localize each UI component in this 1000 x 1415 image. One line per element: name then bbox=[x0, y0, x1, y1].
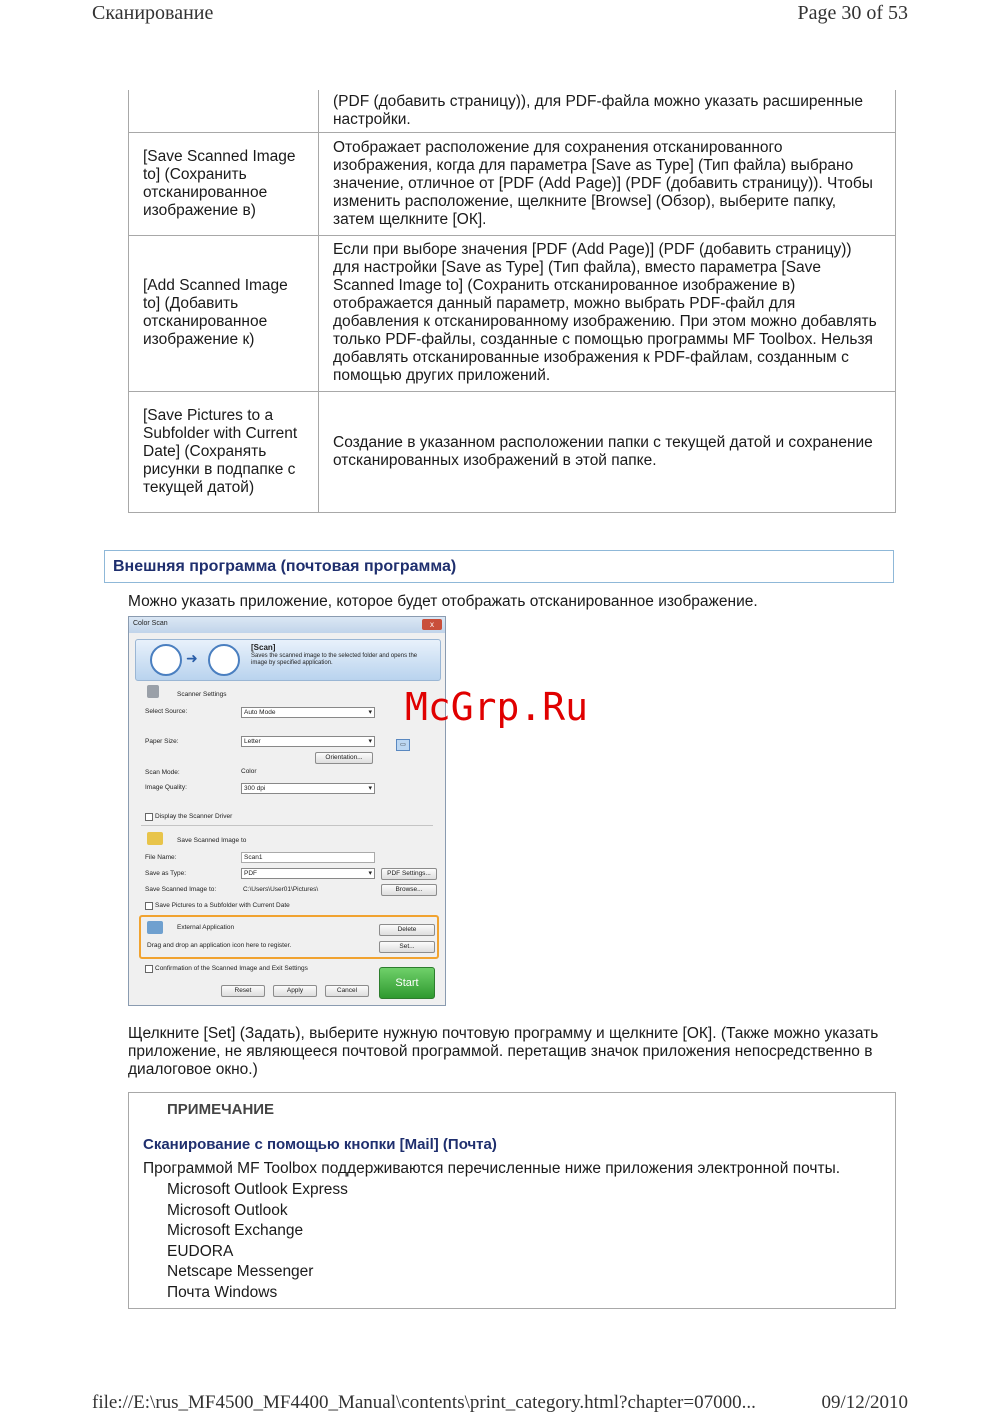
table-cell-desc: (PDF (добавить страницу)), для PDF-файла можно указать расширенные настройки. bbox=[319, 90, 896, 132]
select-source-combo[interactable]: Auto Mode ▾ bbox=[241, 707, 375, 718]
list-item: Microsoft Outlook Express bbox=[167, 1181, 348, 1198]
footer-file-path: file://E:\rus_MF4500_MF4400_Manual\contents\print_category.html?chapter=07000... bbox=[92, 1392, 756, 1413]
select-source-label: Select Source: bbox=[145, 708, 188, 715]
image-quality-combo[interactable]: 300 dpi ▾ bbox=[241, 783, 375, 794]
start-button[interactable]: Start bbox=[379, 967, 435, 999]
scanner-icon bbox=[150, 644, 182, 676]
confirmation-checkbox[interactable] bbox=[145, 965, 153, 973]
banner-title: [Scan] bbox=[251, 643, 276, 652]
subfolder-checkbox[interactable] bbox=[145, 902, 153, 910]
table-row bbox=[129, 235, 896, 391]
scan-mode-label: Scan Mode: bbox=[145, 769, 180, 776]
mail-app-list bbox=[167, 1180, 348, 1303]
file-name-label: File Name: bbox=[145, 854, 177, 861]
save-as-type-label: Save as Type: bbox=[145, 870, 187, 877]
save-to-path: C:\Users\User01\Pictures\ bbox=[243, 886, 319, 893]
cancel-button[interactable]: Cancel bbox=[325, 985, 369, 997]
list-item: Почта Windows bbox=[167, 1283, 278, 1301]
table-cell-desc: Если при выборе значения [PDF (Add Page)] (PDF (добавить страницу)) для настройки [Save as Type] (Тип файла), вместо параметра [Save Scanned Image to] (Сохранить отсканированное изображение в) отображается данный параметр, можно выбрать PDF-файл для добавления к отсканированному изображению. При этом можно добавлять только PDF-файлы, созданные с помощью программы MF Toolbox. Нельзя добавлять отсканированные изображения к PDF-файлам, созданным с помощью других приложений. bbox=[319, 235, 896, 391]
page-orientation-icon[interactable]: ▭ bbox=[396, 739, 410, 751]
table-cell-desc: Отображает расположение для сохранения отсканированного изображения, когда для параметра [Save as Type] (Тип файла) выбрано значение, отличное от [PDF (Add Page)] (PDF (добавить страницу)). Чтобы изменить расположение, щелкните [Browse] (Обзор), выберите папку, затем щелкните [ОК]. bbox=[319, 132, 896, 235]
scanner-settings-label: Scanner Settings bbox=[177, 691, 227, 698]
external-application-label: External Application bbox=[177, 924, 235, 931]
scan-mode-value: Color bbox=[241, 768, 257, 775]
footer-date: 09/12/2010 bbox=[821, 1392, 908, 1413]
table-cell-name: [Add Scanned Image to] (Добавить отсканированное изображение к) bbox=[129, 235, 319, 391]
save-scanned-image-heading: Save Scanned Image to bbox=[177, 837, 247, 844]
display-driver-label: Display the Scanner Driver bbox=[155, 813, 233, 820]
pdf-settings-button[interactable]: PDF Settings... bbox=[381, 868, 437, 880]
section-header bbox=[104, 550, 894, 583]
image-quality-label: Image Quality: bbox=[145, 784, 187, 791]
list-item: EUDORA bbox=[167, 1242, 234, 1260]
divider bbox=[141, 825, 433, 826]
apply-button[interactable]: Apply bbox=[273, 985, 317, 997]
note-label: ПРИМЕЧАНИЕ bbox=[167, 1101, 275, 1118]
confirmation-label: Confirmation of the Scanned Image and Exit Settings bbox=[155, 965, 308, 972]
arrow-right-icon: ➜ bbox=[186, 650, 198, 666]
table-cell-name: [Save Pictures to a Subfolder with Current Date] (Сохранять рисунки в подпапке с текущей датой) bbox=[129, 391, 319, 512]
table-row bbox=[129, 90, 896, 132]
banner-description: Saves the scanned image to the selected folder and opens the image by specified application. bbox=[251, 653, 418, 666]
table-cell-name: [Save Scanned Image to] (Сохранить отсканированное изображение в) bbox=[129, 132, 319, 235]
table-cell-name bbox=[129, 90, 319, 132]
table-row bbox=[129, 132, 896, 235]
instruction-paragraph: Щелкните [Set] (Задать), выберите нужную почтовую программу и щелкните [ОК]. (Также можно указать приложение, не являющееся почтовой программой. перетащив значок приложения непосредственно в диалоговое окно.) bbox=[128, 1025, 879, 1078]
reset-button[interactable]: Reset bbox=[221, 985, 265, 997]
color-scan-dialog-screenshot bbox=[128, 616, 446, 1006]
orientation-button[interactable]: Orientation... bbox=[315, 752, 373, 764]
page-header-title: Сканирование bbox=[92, 2, 214, 24]
list-item: Microsoft Outlook bbox=[167, 1201, 288, 1219]
table-row bbox=[129, 391, 896, 512]
drag-hint[interactable]: Drag and drop an application icon here to register. bbox=[147, 942, 292, 949]
watermark: McGrp.Ru bbox=[405, 685, 589, 729]
settings-table bbox=[128, 90, 896, 513]
paper-size-label: Paper Size: bbox=[145, 738, 179, 745]
save-to-label: Save Scanned Image to: bbox=[145, 886, 217, 893]
folder-image-icon bbox=[208, 644, 240, 676]
scanner-settings-icon bbox=[147, 685, 159, 698]
note-subtitle: Сканирование с помощью кнопки [Mail] (Почта) bbox=[143, 1136, 497, 1153]
note-text: Программой MF Toolbox поддерживаются перечисленные ниже приложения электронной почты. bbox=[143, 1160, 841, 1177]
section-intro: Можно указать приложение, которое будет отображать отсканированное изображение. bbox=[128, 593, 758, 610]
list-item: Netscape Messenger bbox=[167, 1263, 314, 1280]
page-number: Page 30 of 53 bbox=[797, 2, 908, 24]
table-cell-desc: Создание в указанном расположении папки с текущей датой и сохранение отсканированных изображений в этой папке. bbox=[319, 391, 896, 512]
note-box bbox=[128, 1092, 896, 1309]
close-icon[interactable]: x bbox=[422, 619, 442, 630]
browse-button[interactable]: Browse... bbox=[381, 884, 437, 896]
paper-size-combo[interactable]: Letter ▾ bbox=[241, 736, 375, 747]
file-name-input[interactable]: Scan1 bbox=[241, 852, 375, 863]
display-driver-checkbox[interactable] bbox=[145, 813, 153, 821]
application-icon bbox=[147, 921, 163, 934]
subfolder-label: Save Pictures to a Subfolder with Current Date bbox=[155, 902, 290, 909]
set-button[interactable]: Set... bbox=[379, 941, 435, 953]
delete-button[interactable]: Delete bbox=[379, 924, 435, 936]
scan-banner bbox=[135, 639, 441, 681]
save-as-type-combo[interactable]: PDF ▾ bbox=[241, 868, 375, 879]
list-item: Microsoft Exchange bbox=[167, 1222, 304, 1239]
folder-icon bbox=[147, 832, 163, 845]
dialog-titlebar bbox=[129, 617, 445, 633]
dialog-title: Color Scan bbox=[133, 620, 168, 627]
section-title: Внешняя программа (почтовая программа) bbox=[113, 558, 457, 575]
